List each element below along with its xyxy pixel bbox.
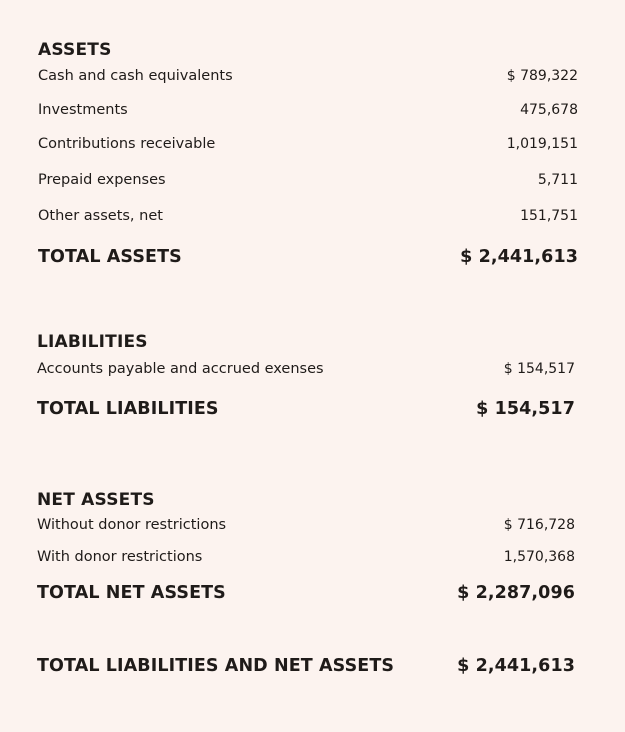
asset-row-investments	[38, 102, 578, 118]
total-net-assets-row	[37, 583, 575, 603]
line-item-value: $ 716,728	[503, 517, 575, 533]
net-asset-row-without-restrictions	[37, 517, 575, 533]
line-item-value: 1,570,368	[503, 549, 575, 565]
line-item-label: Prepaid expenses	[38, 172, 166, 188]
total-liabilities-and-net-assets-row	[37, 656, 575, 676]
line-item-label: Accounts payable and accrued exenses	[37, 361, 324, 377]
total-label: TOTAL NET ASSETS	[37, 583, 226, 603]
total-value: $ 154,517	[476, 399, 575, 419]
line-item-label: With donor restrictions	[37, 549, 203, 565]
grand-total-value: $ 2,441,613	[457, 656, 575, 676]
total-value: $ 2,287,096	[457, 583, 575, 603]
total-liabilities-row	[37, 399, 575, 419]
total-label: TOTAL LIABILITIES	[37, 399, 219, 419]
line-item-label: Without donor restrictions	[37, 517, 227, 533]
line-item-value: 1,019,151	[506, 136, 578, 152]
total-label: TOTAL ASSETS	[38, 247, 182, 267]
grand-total-label: TOTAL LIABILITIES AND NET ASSETS	[37, 656, 395, 676]
line-item-value: 5,711	[537, 172, 578, 188]
line-item-value: 475,678	[520, 102, 578, 118]
line-item-value: $ 154,517	[503, 361, 575, 377]
assets-heading: ASSETS	[38, 40, 112, 60]
asset-row-other-assets	[38, 208, 578, 224]
net-assets-heading: NET ASSETS	[37, 490, 155, 510]
line-item-label: Cash and cash equivalents	[38, 68, 233, 84]
total-value: $ 2,441,613	[460, 247, 578, 267]
line-item-value: $ 789,322	[506, 68, 578, 84]
asset-row-contributions-receivable	[38, 136, 578, 152]
net-asset-row-with-restrictions	[37, 549, 575, 565]
liability-row-accounts-payable	[37, 361, 575, 377]
liabilities-heading: LIABILITIES	[37, 332, 148, 352]
total-assets-row	[38, 247, 578, 267]
line-item-label: Investments	[38, 102, 128, 118]
asset-row-cash	[38, 68, 578, 84]
line-item-label: Contributions receivable	[38, 136, 216, 152]
asset-row-prepaid-expenses	[38, 172, 578, 188]
line-item-label: Other assets, net	[38, 208, 163, 224]
line-item-value: 151,751	[520, 208, 578, 224]
